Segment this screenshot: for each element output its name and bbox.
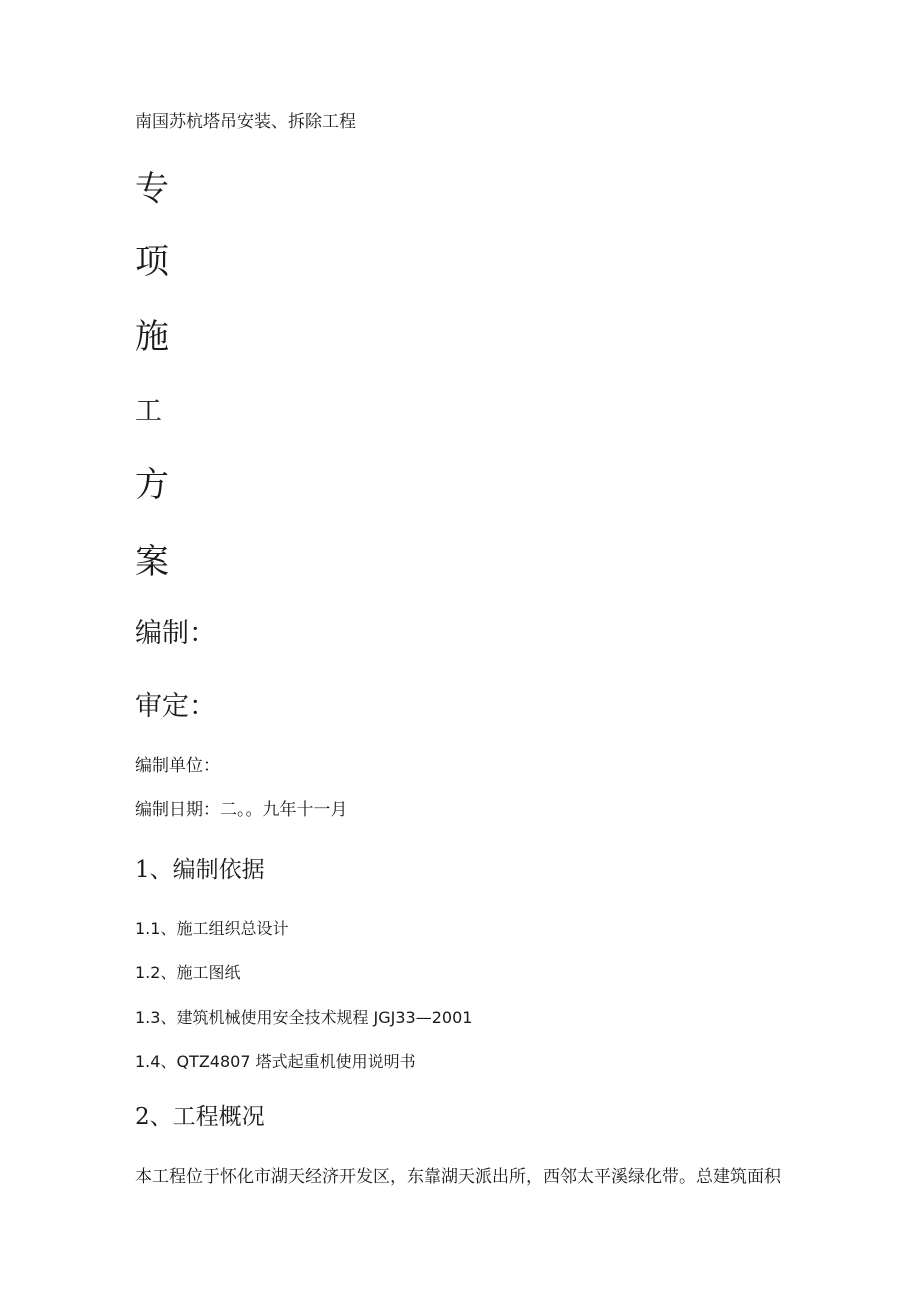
prepared-by-label: 编制： <box>135 618 216 649</box>
section-heading: 1、编制依据 <box>135 857 265 883</box>
cover-title-char: 专 <box>135 169 169 209</box>
unit-label: 编制单位： <box>135 756 220 776</box>
list-item: 1.4、QTZ4807 塔式起重机使用说明书 <box>135 1052 416 1071</box>
date-line: 编制日期：二。。九年十一月 <box>135 800 348 820</box>
cover-title-char: 项 <box>135 242 169 282</box>
cover-title-char: 施 <box>135 317 169 357</box>
project-title: 南国苏杭塔吊安装、拆除工程 <box>135 112 356 132</box>
list-item: 1.3、建筑机械使用安全技术规程 JGJ33—2001 <box>135 1008 473 1027</box>
cover-title-char: 工 <box>135 396 162 427</box>
list-item: 1.2、施工图纸 <box>135 963 241 982</box>
body-paragraph: 本工程位于怀化市湖天经济开发区，东靠湖天派出所，西邻太平溪绿化带。总建筑面积 <box>135 1167 781 1187</box>
cover-title-char: 案 <box>135 542 169 582</box>
list-item: 1.1、施工组织总设计 <box>135 919 289 938</box>
cover-title-char: 方 <box>135 465 169 505</box>
section-heading: 2、工程概况 <box>135 1104 265 1130</box>
approved-by-label: 审定： <box>135 691 216 722</box>
